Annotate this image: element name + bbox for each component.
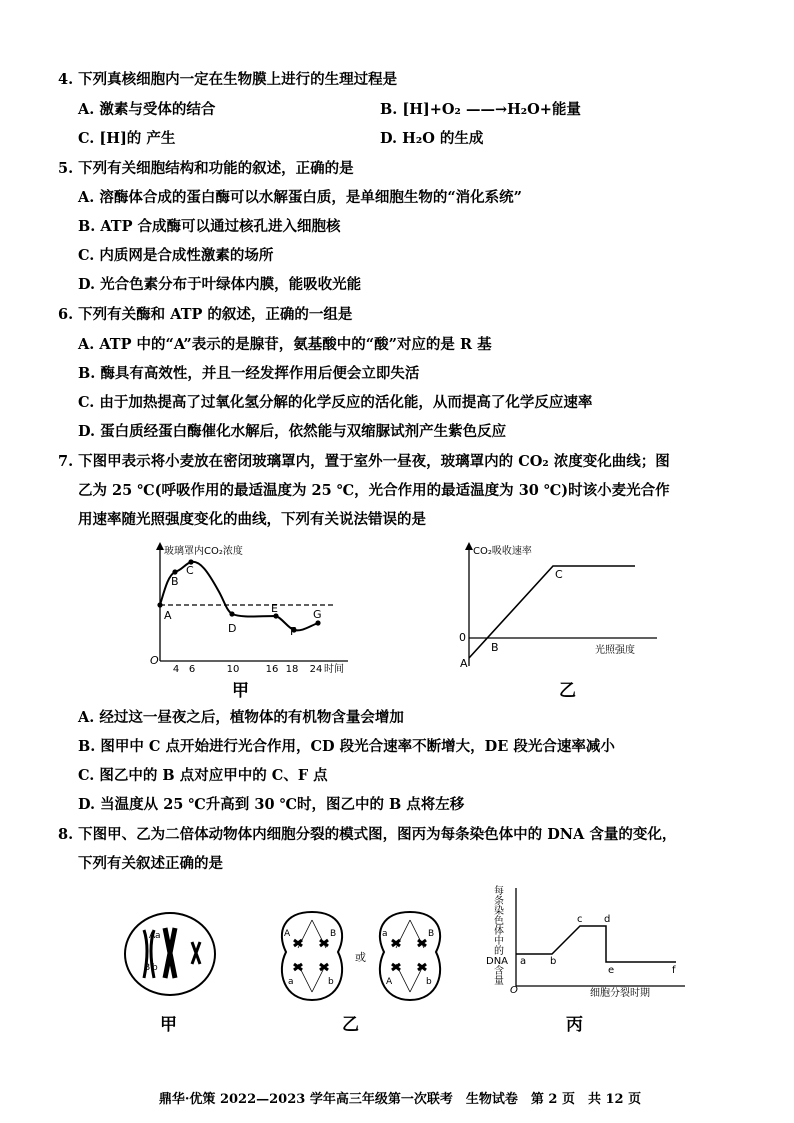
q5-option-d: D. 光合色素分布于叶绿体内膜，能吸收光能 — [78, 276, 362, 293]
jia-gene-b-upper: B — [144, 963, 151, 973]
yi-label-a: A — [460, 657, 468, 670]
yi-label-c: C — [555, 568, 563, 581]
bing-ylabel — [486, 884, 508, 987]
svg-text:条: 条 — [494, 896, 504, 907]
jia-gene-a-lower: a — [155, 931, 161, 941]
q8-figure-yi-cells — [272, 906, 452, 1006]
q7-stem-line1: 7. 下图甲表示将小麦放在密闭玻璃罩内，置于室外一昼夜，玻璃罩内的 CO₂ 浓度变化曲线；图 — [58, 453, 670, 470]
q6-option-c: C. 由于加热提高了过氧化氢分解的化学反应的活化能，从而提高了化学反应速率 — [78, 394, 593, 411]
jia-label-b: B — [171, 575, 179, 588]
svg-text:DNA: DNA — [486, 956, 509, 967]
q7-stem-line3: 用速率随光照强度变化的曲线，下列有关说法错误的是 — [78, 511, 426, 528]
jia-label-g: G — [313, 608, 322, 621]
q7-option-a: A. 经过这一昼夜之后，植物体的有机物含量会增加 — [78, 709, 404, 726]
jia-origin: O — [150, 654, 159, 667]
svg-text:体: 体 — [494, 926, 504, 937]
svg-text:色: 色 — [494, 916, 504, 927]
yi-cell-left — [282, 912, 342, 1000]
svg-text:的: 的 — [494, 946, 504, 957]
q7-stem-line2: 乙为 25 ℃(呼吸作用的最适温度为 25 ℃，光合作用的最适温度为 30 ℃)时该小麦光合作 — [78, 482, 670, 499]
q8-figure-bing-chart — [480, 882, 700, 997]
yi-right-label-a2: A — [386, 977, 393, 987]
q8-figure-jia-caption: 甲 — [160, 1015, 177, 1035]
q7-option-c: C. 图乙中的 B 点对应甲中的 C、F 点 — [78, 767, 328, 784]
q4-option-a: A. 激素与受体的结合 — [78, 101, 216, 118]
yi-left-label-b: B — [330, 929, 337, 939]
jia-co2-curve — [160, 562, 318, 631]
bing-label-c: c — [577, 914, 583, 925]
yi-left-label-b2: b — [328, 977, 334, 987]
q8-figure-bing-caption: 丙 — [566, 1015, 583, 1035]
q8-figure-jia-cell — [120, 908, 220, 1003]
q5-option-c: C. 内质网是合成性激素的场所 — [78, 247, 274, 264]
yi-right-chromosomes — [392, 940, 426, 970]
q4-option-c: C. [H]的 产生 — [78, 130, 176, 147]
q6-option-b: B. 酶具有高效性，并且一经发挥作用后便会立即失活 — [78, 365, 420, 382]
q5-option-a: A. 溶酶体合成的蛋白酶可以水解蛋白质，是单细胞生物的“消化系统” — [78, 189, 523, 206]
jia-point-b — [172, 569, 177, 574]
q7-option-b: B. 图甲中 C 点开始进行光合作用，CD 段光合速率不断增大，DE 段光合速率减小 — [78, 738, 615, 755]
jia-xtick-6: 6 — [188, 664, 196, 675]
jia-xtick-18: 18 — [285, 664, 299, 675]
yi-xlabel: 光照强度 — [595, 645, 635, 656]
q8-stem-line1: 8. 下图甲、乙为二倍体动物体内细胞分裂的模式图，图丙为每条染色体中的 DNA 含量的变化， — [58, 826, 677, 843]
bing-label-e: e — [608, 965, 615, 976]
q5-option-b: B. ATP 合成酶可以通过核孔进入细胞核 — [78, 218, 341, 235]
yi-or-text: 或 — [355, 951, 366, 964]
bing-label-f: f — [672, 965, 676, 976]
jia-label-f: F — [290, 625, 297, 638]
jia-xtick-16: 16 — [265, 664, 279, 675]
q7-figure-yi — [455, 540, 675, 675]
yi-right-spindle — [396, 920, 424, 992]
svg-text:量: 量 — [494, 976, 504, 987]
jia-xtick-4: 4 — [172, 664, 180, 675]
yi-left-label-a2: a — [288, 977, 294, 987]
q7-figure-jia-caption: 甲 — [232, 681, 249, 701]
yi-cell-right — [380, 912, 440, 1000]
yi-right-label-b2: b — [426, 977, 432, 987]
q6-option-a: A. ATP 中的“A”表示的是腺苷，氨基酸中的“酸”对应的是 R 基 — [78, 336, 492, 353]
bing-label-d: d — [604, 914, 611, 925]
svg-text:每: 每 — [494, 886, 504, 897]
jia-chromosome-4 — [192, 942, 200, 964]
jia-ylabel: 玻璃罩内CO₂浓度 — [164, 546, 243, 557]
q5-stem: 5. 下列有关细胞结构和功能的叙述，正确的是 — [58, 160, 354, 177]
page-footer: 鼎华·优策 2022—2023 学年高三年级第一次联考 生物试卷 第 2 页 共 12 页 — [158, 1092, 642, 1107]
yi-y-arrow — [465, 542, 473, 550]
jia-y-arrow — [156, 542, 164, 550]
jia-gene-b-lower: b — [152, 963, 158, 973]
svg-text:染: 染 — [494, 906, 504, 917]
jia-point-a — [157, 602, 162, 607]
q8-stem-line2: 下列有关叙述正确的是 — [78, 855, 223, 872]
bing-origin: O — [510, 985, 518, 996]
jia-xtick-24: 24 — [309, 664, 323, 675]
q7-option-d: D. 当温度从 25 ℃升高到 30 ℃时，图乙中的 B 点将左移 — [78, 796, 465, 813]
bing-label-b: b — [550, 956, 557, 967]
yi-label-b: B — [491, 641, 499, 654]
q6-stem: 6. 下列有关酶和 ATP 的叙述，正确的一组是 — [58, 306, 353, 323]
bing-xlabel: 细胞分裂时期 — [590, 988, 650, 997]
yi-left-label-a: A — [284, 929, 291, 939]
jia-point-g — [315, 620, 320, 625]
jia-label-a: A — [164, 609, 172, 622]
yi-zero-label: 0 — [459, 631, 466, 644]
jia-xtick-10: 10 — [226, 664, 240, 675]
q7-figure-yi-caption: 乙 — [559, 681, 576, 701]
jia-xlabel: 时间 — [324, 664, 344, 675]
bing-dna-curve — [516, 926, 676, 962]
jia-label-d: D — [228, 622, 237, 635]
yi-ylabel: CO₂吸收速率 — [473, 546, 532, 557]
jia-chromosome-3 — [165, 928, 175, 978]
q8-figure-yi-caption: 乙 — [342, 1015, 359, 1035]
q4-stem: 4. 下列真核细胞内一定在生物膜上进行的生理过程是 — [58, 71, 398, 88]
svg-text:中: 中 — [494, 936, 504, 947]
q4-option-b: B. [H]+O₂ ——→H₂O+能量 — [380, 101, 581, 118]
yi-left-chromosomes — [294, 940, 328, 970]
jia-gene-a-upper: A — [149, 931, 156, 941]
jia-point-d — [229, 611, 234, 616]
bing-label-a: a — [520, 956, 527, 967]
yi-left-spindle — [298, 920, 326, 992]
q6-option-d: D. 蛋白质经蛋白酶催化水解后，依然能与双缩脲试剂产生紫色反应 — [78, 423, 507, 440]
q7-figure-jia — [140, 540, 380, 675]
q4-option-d: D. H₂O 的生成 — [380, 130, 484, 147]
svg-text:含: 含 — [494, 966, 504, 977]
yi-right-label-a: a — [382, 929, 388, 939]
yi-right-label-b: B — [428, 929, 435, 939]
jia-label-e: E — [271, 602, 278, 615]
jia-label-c: C — [186, 564, 194, 577]
